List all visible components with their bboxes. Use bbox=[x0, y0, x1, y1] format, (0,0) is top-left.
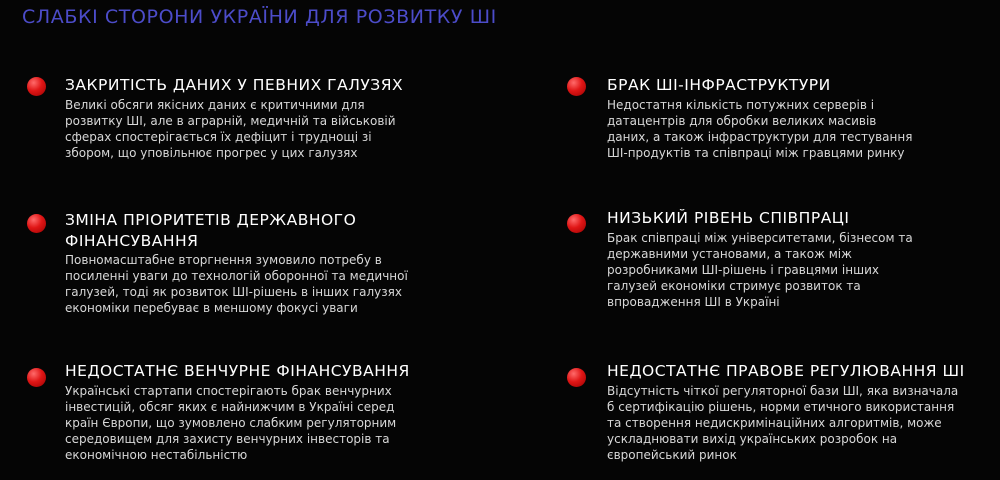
item-heading bbox=[607, 208, 849, 229]
item-description-line: даних, а також інфраструктури для тестування bbox=[607, 130, 913, 144]
item-description-line: Великі обсяги якісних даних є критичними для bbox=[65, 98, 365, 112]
item-description bbox=[65, 97, 396, 161]
item-description-line: Українські стартапи спостерігають брак венчурних bbox=[65, 384, 392, 398]
item-heading bbox=[607, 361, 965, 382]
item-heading bbox=[65, 361, 410, 382]
item-description-line: середовищем для захисту венчурних інвесторів та bbox=[65, 432, 390, 446]
item-description-line: розвитку ШІ, але в аграрній, медичній та військовій bbox=[65, 114, 396, 128]
item-heading bbox=[65, 75, 403, 96]
item-description bbox=[607, 97, 912, 161]
item-heading-line: БРАК ШІ-ІНФРАСТРУКТУРИ bbox=[607, 76, 831, 94]
item-heading-line: НЕДОСТАТНЄ ВЕНЧУРНЕ ФІНАНСУВАННЯ bbox=[65, 362, 410, 380]
item-description-line: ускладнювати вихід українських розробок на bbox=[607, 432, 898, 446]
red-bullet-icon bbox=[27, 77, 46, 96]
item-description-line: Відсутність чіткої регуляторної бази ШІ, яка визначала bbox=[607, 384, 959, 398]
item-description bbox=[607, 383, 958, 463]
item-description-line: економіки перебуває в меншому фокусі уваги bbox=[65, 301, 358, 315]
item-description-line: Повномасштабне вторгнення зумовило потребу в bbox=[65, 253, 382, 267]
item-description bbox=[65, 252, 408, 316]
item-description-line: збором, що уповільнює прогрес у цих галузях bbox=[65, 146, 358, 160]
item-description bbox=[65, 383, 396, 463]
item-heading-line: НЕДОСТАТНЄ ПРАВОВЕ РЕГУЛЮВАННЯ ШІ bbox=[607, 362, 965, 380]
item-description-line: розробниками ШІ-рішень і гравцями інших bbox=[607, 263, 879, 277]
item-heading-line: ФІНАНСУВАННЯ bbox=[65, 232, 199, 250]
item-description-line: ШІ-продуктів та співпраці між гравцями ринку bbox=[607, 146, 905, 160]
red-bullet-icon bbox=[567, 77, 586, 96]
item-heading-line: ЗАКРИТІСТЬ ДАНИХ У ПЕВНИХ ГАЛУЗЯХ bbox=[65, 76, 404, 94]
item-description-line: Брак співпраці між університетами, бізнесом та bbox=[607, 231, 913, 245]
item-description-line: та створення недискримінаційних алгоритмів, може bbox=[607, 416, 942, 430]
item-description-line: сферах спостерігається їх дефіцит і труднощі зі bbox=[65, 130, 372, 144]
item-description-line: європейський ринок bbox=[607, 448, 737, 462]
red-bullet-icon bbox=[27, 214, 46, 233]
item-heading-line: ЗМІНА ПРІОРИТЕТІВ ДЕРЖАВНОГО bbox=[65, 211, 357, 229]
item-description-line: державними установами, а також між bbox=[607, 247, 852, 261]
item-heading bbox=[607, 75, 831, 96]
item-description-line: впровадження ШІ в Україні bbox=[607, 295, 780, 309]
red-bullet-icon bbox=[567, 368, 586, 387]
item-description-line: б сертифікацію рішень, норми етичного використання bbox=[607, 400, 955, 414]
item-description-line: галузей, тоді як розвиток ШІ-рішень в інших галузях bbox=[65, 285, 402, 299]
page-title: СЛАБКІ СТОРОНИ УКРАЇНИ ДЛЯ РОЗВИТКУ ШІ bbox=[22, 6, 497, 28]
red-bullet-icon bbox=[27, 368, 46, 387]
item-heading bbox=[65, 210, 356, 252]
item-description-line: посиленні уваги до технологій оборонної та медичної bbox=[65, 269, 408, 283]
item-description-line: Недостатня кількість потужних серверів і bbox=[607, 98, 875, 112]
item-description-line: галузей економіки стримує розвиток та bbox=[607, 279, 861, 293]
red-bullet-icon bbox=[567, 214, 586, 233]
item-description-line: інвестицій, обсяг яких є найнижчим в Україні серед bbox=[65, 400, 395, 414]
item-description-line: економічною нестабільністю bbox=[65, 448, 248, 462]
item-description bbox=[607, 230, 913, 310]
item-description-line: датацентрів для обробки великих масивів bbox=[607, 114, 877, 128]
item-description-line: країн Європи, що зумовлено слабким регуляторним bbox=[65, 416, 397, 430]
item-heading-line: НИЗЬКИЙ РІВЕНЬ СПІВПРАЦІ bbox=[607, 209, 850, 227]
